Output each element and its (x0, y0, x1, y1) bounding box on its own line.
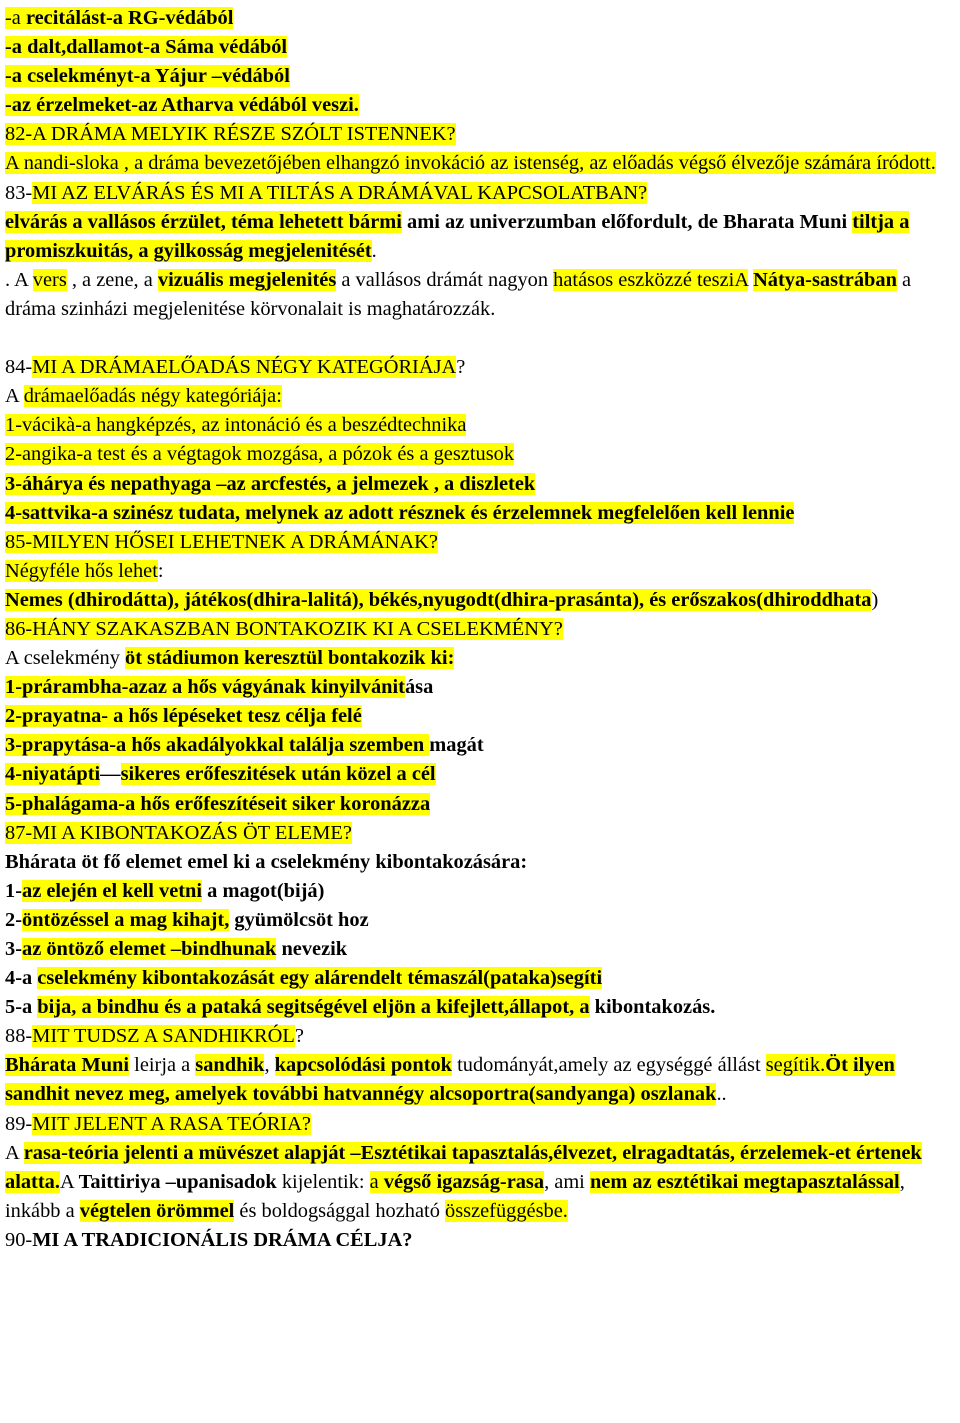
text-run: MI A TRADICIONÁLIS DRÁMA CÉLJA? (32, 1228, 413, 1251)
text-run: , a zene, a (66, 268, 158, 291)
highlighted-text: Nemes (dhirodátta), játékos(dhira-lalitá), békés,nyugodt(dhira-prasánta), és erőszakos(dhiroddhata (5, 588, 872, 611)
text-run: 4-a (5, 967, 38, 990)
text-line (5, 819, 955, 848)
highlighted-text: tiltja a promiszkuitás, a gyilkosság megjelenitését (5, 210, 910, 262)
highlighted-text: cselekmény kibontakozását egy alárendelt témaszál(pataka)segíti (37, 967, 603, 990)
text-run: a vallásos drámát nagyon (336, 268, 554, 291)
text-line (5, 499, 955, 528)
text-run: ami az univerzumban előfordult, de Bharata Muni (401, 210, 853, 233)
text-run: 1- (5, 879, 22, 902)
text-run: A (5, 385, 24, 408)
text-line (5, 4, 955, 33)
text-run: . A (5, 268, 33, 291)
text-run: és boldogsággal hozható (234, 1199, 445, 1222)
text-run: kijelentik: (276, 1170, 370, 1193)
highlighted-text: hős vágyának kinyilvánit (187, 676, 405, 699)
highlighted-text: bija, a bindhu és a pataká segitségével eljön a kifejlett,állapot, a (37, 996, 590, 1019)
highlighted-text: öt stádiumon keresztül bontakozik ki: (125, 647, 455, 670)
text-run: 2- (5, 908, 22, 931)
highlighted-text: Négyféle hős lehet (5, 559, 158, 582)
text-line (5, 1226, 955, 1255)
text-line (5, 731, 955, 760)
highlighted-text: összefüggésbe. (445, 1199, 568, 1222)
document-page (5, 4, 955, 1255)
highlighted-text: sikeres erőfeszitések után közel a cél (120, 763, 436, 786)
highlighted-text: 82-A DRÁMA MELYIK RÉSZE SZÓLT ISTENNEK? (5, 123, 456, 146)
text-line (5, 440, 955, 469)
blank-line (5, 324, 955, 353)
highlighted-text: végső igazság-rasa (383, 1170, 545, 1193)
highlighted-text: végtelen örömmel (79, 1199, 235, 1222)
text-line (5, 644, 955, 673)
text-line (5, 1139, 955, 1226)
text-run: 5-a (5, 996, 38, 1019)
highlighted-text: 1-vácikà-a hangképzés, az intonáció és a beszédtechnika (5, 414, 467, 437)
text-line (5, 266, 955, 324)
text-line (5, 906, 955, 935)
text-run: 84- (5, 356, 33, 379)
text-line (5, 120, 955, 149)
text-line (5, 760, 955, 789)
text-line (5, 848, 955, 877)
text-run: : (157, 559, 164, 582)
text-run: Taittiriya –upanisadok (78, 1170, 277, 1193)
highlighted-text: hős lépéseket tesz célja felé (128, 705, 362, 728)
text-run: a dráma szinházi megjelenitése körvonalait is maghatározzák. (5, 268, 912, 320)
text-line (5, 993, 955, 1022)
highlighted-text: 86-HÁNY SZAKASZBAN BONTAKOZIK KI A CSELEKMÉNY? (5, 617, 563, 640)
text-run: tudományát,amely az egységgé állást (452, 1054, 766, 1077)
highlighted-text: Öt ilyen sandhit nevez meg, amelyek további hatvannégy alcsoportra(sandyanga) oszlanak (5, 1054, 895, 1106)
highlighted-text: elvárás a vallásos érzület, (5, 210, 231, 233)
text-run: — (100, 763, 121, 786)
text-run: gyümölcsöt hoz (229, 908, 369, 931)
highlighted-text: 2-angika-a test és a végtagok mozgása, a pózok és a gesztusok (5, 443, 515, 466)
highlighted-text: -a dalt,dallamot-a Sáma védából (5, 36, 288, 59)
text-run: ? (294, 1025, 304, 1048)
text-line (5, 586, 955, 615)
text-run: . (371, 239, 377, 262)
text-line (5, 528, 955, 557)
highlighted-text: kapcsolódási pontok (274, 1054, 453, 1077)
highlighted-text: 4-sattvika-a szinész tudata, melynek az adott résznek és érzelemnek megfelelően kell lennie (5, 501, 795, 524)
text-line (5, 615, 955, 644)
text-run: 90- (5, 1228, 33, 1251)
text-run: , inkább a (5, 1170, 905, 1222)
text-line (5, 208, 955, 266)
highlighted-text: segítik. (765, 1054, 826, 1077)
highlighted-text: öntözéssel a mag kihajt, (22, 908, 230, 931)
text-line (5, 877, 955, 906)
text-line (5, 179, 955, 208)
text-run: A (59, 1170, 79, 1193)
text-line (5, 557, 955, 586)
highlighted-text: 4-niyatápti (5, 763, 101, 786)
highlighted-text: -az érzelmeket-az Atharva védából veszi. (5, 94, 359, 117)
text-line (5, 91, 955, 120)
highlighted-text: hatásos eszközzé tesziA (553, 268, 748, 291)
text-line (5, 673, 955, 702)
text-run: .. (716, 1083, 727, 1106)
highlighted-text: 3-áhárya és nepathyaga –az arcfestés, a jelmezek , a diszletek (5, 472, 536, 495)
text-line (5, 411, 955, 440)
highlighted-text: 5-phalágama-a (5, 792, 141, 815)
text-line (5, 62, 955, 91)
highlighted-text: A (5, 152, 24, 175)
text-run: 3- (5, 938, 22, 960)
text-run: 89- (5, 1112, 33, 1135)
highlighted-text: Bhárata Muni (5, 1054, 130, 1077)
text-run: a magot(bijá) (202, 879, 325, 902)
highlighted-text: -a cselekményt-a Yájur –védából (5, 65, 290, 88)
highlighted-text: 2-prayatna- a (5, 705, 129, 728)
text-line (5, 935, 955, 964)
highlighted-text: Nátya-sastrában (753, 268, 897, 291)
highlighted-text: 1-prárambha-azaz a (5, 676, 188, 699)
highlighted-text: 3-prapytása-a (5, 734, 132, 757)
highlighted-text: sandhik (195, 1054, 265, 1077)
text-run: A cselekmény (5, 647, 126, 670)
text-line (5, 1022, 955, 1051)
highlighted-text: nem az esztétikai megtapasztalással (589, 1170, 900, 1193)
text-run: 83- (5, 181, 33, 204)
highlighted-text: MIT JELENT A RASA TEÓRIA? (32, 1112, 311, 1135)
highlighted-text: téma lehetett bármi (230, 210, 402, 233)
text-line (5, 790, 955, 819)
highlighted-text: nandi-sloka , a dráma bevezetőjében elhangzó invokáció az istenség, az előadás végső élvezője számára íródott. (23, 152, 936, 175)
highlighted-text: MI A DRÁMAELŐADÁS NÉGY KATEGÓRIÁJA (32, 356, 457, 379)
text-run: A (5, 1141, 24, 1164)
highlighted-text: az elején el kell vetni (22, 879, 203, 902)
highlighted-text: vers (32, 268, 67, 291)
text-run: , (264, 1054, 275, 1077)
text-line (5, 33, 955, 62)
highlighted-text: a (369, 1170, 384, 1193)
text-run: 88- (5, 1025, 33, 1048)
text-line (5, 470, 955, 499)
text-run: Bhárata öt fő elemet emel ki a cselekmény kibontakozására: (5, 850, 528, 873)
text-run: ? (456, 356, 466, 379)
highlighted-text: 87-MI A KIBONTAKOZÁS ÖT ELEME? (5, 821, 352, 844)
highlighted-text: az öntöző elemet –bindhunak (22, 938, 277, 960)
highlighted-text: hős erőfeszítéseit siker koronázza (140, 792, 431, 815)
text-run: , ami (544, 1170, 590, 1193)
text-run: ása (404, 676, 434, 699)
text-line (5, 702, 955, 731)
highlighted-text: vizuális megjelenités (157, 268, 337, 291)
highlighted-text: MIT TUDSZ A SANDHIKRÓL (32, 1025, 295, 1048)
text-run: kibontakozás. (589, 996, 716, 1019)
text-line (5, 353, 955, 382)
highlighted-text: hős akadályokkal találja szemben (131, 734, 430, 757)
highlighted-text: drámaelőadás négy kategóriája: (23, 385, 282, 408)
text-line (5, 382, 955, 411)
highlighted-text: recitálást-a RG-védából (25, 7, 234, 29)
text-run: leirja a (129, 1054, 196, 1077)
highlighted-text: rasa-teória jelenti a müvészet alapját –Esztétikai tapasztalás,élvezet, elragadtatás, érzelemek-et értenek alatta. (5, 1141, 922, 1193)
highlighted-text: 85-MILYEN HŐSEI LEHETNEK A DRÁMÁNAK? (5, 530, 438, 553)
text-run: nevezik (276, 938, 348, 960)
highlighted-text: MI AZ ELVÁRÁS ÉS MI A TILTÁS A DRÁMÁVAL KAPCSOLATBAN? (32, 181, 648, 204)
text-run: ) (871, 588, 879, 611)
text-line (5, 1110, 955, 1139)
text-run: magát (429, 734, 484, 757)
text-line (5, 964, 955, 993)
highlighted-text: -a (5, 7, 26, 29)
text-line (5, 149, 955, 178)
text-line (5, 1051, 955, 1109)
